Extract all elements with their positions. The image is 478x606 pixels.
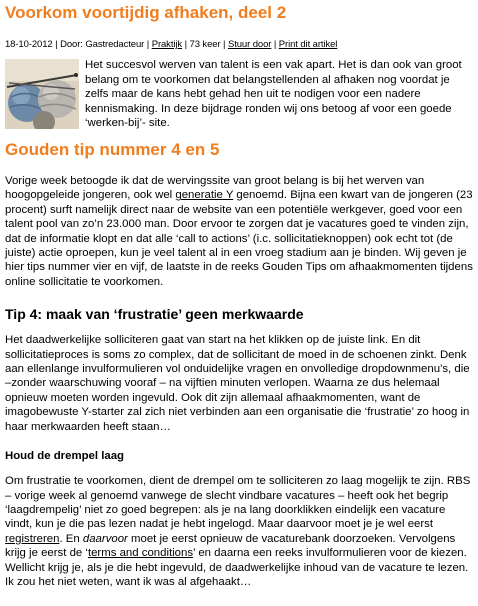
article-intro	[5, 58, 475, 130]
view-count: 73 keer	[189, 39, 221, 50]
article-title: Voorkom voortijdig afhaken, deel 2	[5, 3, 287, 22]
register-link[interactable]: registreren	[5, 532, 60, 545]
print-link[interactable]: Print dit artikel	[278, 39, 338, 50]
meta-separator: |	[182, 39, 190, 50]
text-run: Vorige week betoogde ik dat de wervingssite van groot belang is bij het werven van hoogopgeleide jongeren, ook wel	[5, 175, 425, 202]
article-author: Gastredacteur	[85, 39, 145, 50]
article-meta	[5, 39, 475, 51]
text-run: moet je eerst opnieuw de vacaturebank doorzoeken. Vervolgens krijg je eerst de ‘	[5, 532, 456, 560]
paragraph-2: Het daadwerkelijke solliciteren gaat van start na het klikken op de juiste link. En dit sollicitatieproces is soms zo complex, dat de sollicitant de moed in de schoenen zinkt. Denk aan ellenlange invulformulieren vol onduidelijke vragen en onvolledige dropdownmenu’s, die –zonder waarschuwing vooraf – na vijftien minuten verlopen. Waarna ze dus helemaal opnieuw moeten worden ingevuld. Ook dit zijn allemaal afhaakmomenten, want de imagobewuste Y-starter zal zich niet verbinden aan een organisatie die ‘frustratie’ zo hoog in haar merkwaarden heeft staan…	[5, 334, 470, 433]
yarn-icon	[5, 59, 79, 129]
article-date: 18-10-2012	[5, 39, 53, 50]
tip4-heading: Tip 4: maak van ‘frustratie’ geen merkwaarde	[5, 306, 304, 323]
terms-link[interactable]: terms and conditions	[87, 547, 194, 560]
meta-separator: |	[144, 39, 152, 50]
paragraph-3	[5, 474, 475, 589]
section-heading: Gouden tip nummer 4 en 5	[5, 140, 220, 159]
emphasis: daarvoor	[82, 532, 128, 545]
text-run: genoemd. Bijna een kwart van de jongeren (23 procent) surft namelijk direct naar de website van een potentiële werkgever, goed voor een talent pool van zo’n 23.000 man. Door ervoor te zorgen dat je vacatures goed te vinden zijn, dat de informatie klopt en dat alle ‘call to actions’ (i.c. sollicitatieknoppen) ook echt tot (de juiste) actie oproepen, kun je veel talent al in een vroeg stadium aan je binden. Wij geven je hier tips nummer vier en vijf, de laatste in de reeks Gouden Tips om afhaakmomenten tijdens online sollicitatie te voorkomen.	[5, 189, 473, 288]
subheading-threshold: Houd de drempel laag	[5, 450, 124, 463]
text-run: ’ en daarna een reeks invulformulieren voor de kiezen. Wellicht krijg je, als je die hebt ingevuld, de daadwerkelijke inhoud van de vacature te lezen. Ik zou het niet weten, want ik was al afgehaakt…	[5, 547, 469, 588]
article-thumbnail	[5, 59, 79, 129]
category-link[interactable]: Praktijk	[151, 39, 183, 50]
meta-separator: |	[271, 39, 279, 50]
forward-link[interactable]: Stuur door	[227, 39, 272, 50]
intro-text: Het succesvol werven van talent is een vak apart. Het is dan ook van groot belang om te voorkomen dat belangstellenden al afhaken nog voordat je zelfs maar de kans hebt gehad hen uit te nodigen voor een nadere kennismaking. In deze bijdrage ronden wij ons betoog af voor een goede ‘werken-bij’- site.	[85, 59, 462, 129]
meta-separator: |	[220, 39, 228, 50]
text-run: . En	[59, 532, 83, 545]
text-run: Om frustratie te voorkomen, dient de drempel om te solliciteren zo laag mogelijk te zijn. RBS – vorige week al genoemd vanwege de slecht vindbare vacatures – heeft ook het begrip ‘laagdrempelig’ niet zo goed begrepen: als je na lang doorklikken eindelijk een vacature vindt, kun je die pas lezen nadat je hebt ingelogd. Maar daarvoor moet je je wel eerst	[5, 475, 471, 531]
author-label: Door:	[60, 39, 86, 50]
meta-separator: |	[52, 39, 61, 50]
generation-y-link[interactable]: generatie Y	[175, 189, 234, 202]
paragraph-1	[5, 174, 475, 289]
